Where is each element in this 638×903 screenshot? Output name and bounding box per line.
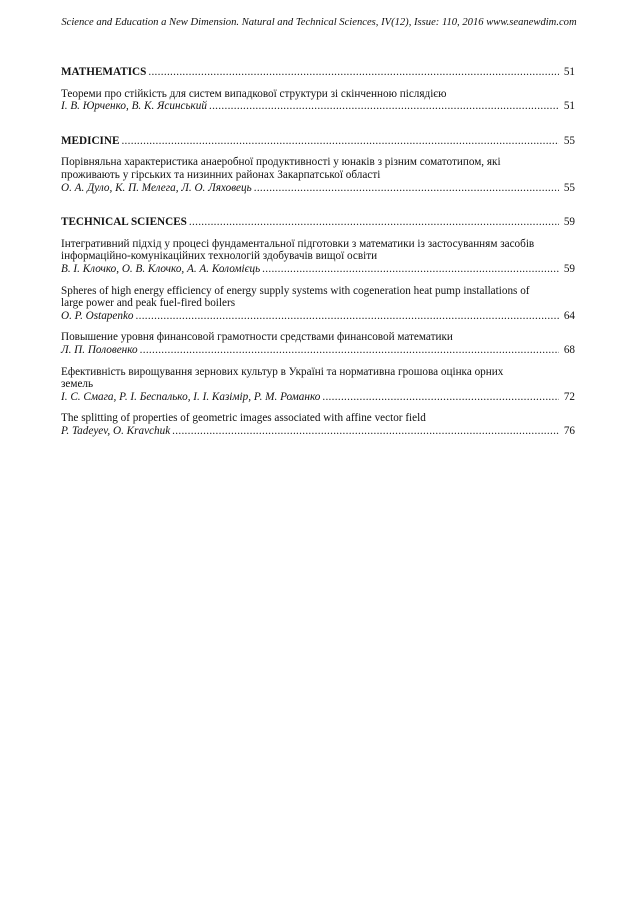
page-number: 55 — [563, 134, 575, 147]
toc-entry[interactable] — [61, 238, 575, 276]
leader-dots — [322, 391, 559, 404]
leader-dots — [121, 135, 559, 148]
toc-entry[interactable] — [61, 412, 575, 437]
section-heading[interactable] — [61, 216, 575, 229]
article-authors-line — [61, 182, 575, 195]
leader-dots — [189, 216, 559, 229]
toc-entry[interactable] — [61, 156, 575, 194]
article-title: Повышение уровня финансовой грамотности средствами финансовой математики — [61, 331, 453, 344]
toc-entry[interactable] — [61, 366, 575, 404]
leader-dots — [262, 263, 559, 276]
page-number: 64 — [563, 309, 575, 322]
leader-dots — [209, 100, 559, 113]
article-title-line-1: Порівняльна характеристика анаеробної продуктивності у юнаків з різним соматотипом, які — [61, 156, 501, 169]
page-number: 59 — [563, 262, 575, 275]
leader-dots — [172, 425, 559, 438]
page-number: 76 — [563, 424, 575, 437]
table-of-contents — [61, 66, 575, 446]
article-authors-line — [61, 425, 575, 438]
page-number: 55 — [563, 181, 575, 194]
article-title-line-1: Ефективність вирощування зернових культур в Україні та нормативна грошова оцінка орних — [61, 365, 504, 378]
article-title-line-2: large power and peak fuel-fired boilers — [61, 297, 236, 310]
leader-dots — [140, 344, 559, 357]
article-authors: О. А. Дуло, К. П. Мелега, Л. О. Ляховець — [61, 181, 252, 194]
running-header: Science and Education a New Dimension. Natural and Technical Sciences, IV(12), Issue: 110, 2016 www.seanewdim.com — [61, 17, 577, 28]
toc-entry[interactable] — [61, 285, 575, 323]
leader-dots — [136, 310, 559, 323]
article-authors: В. І. Клочко, О. В. Клочко, А. А. Коломієць — [61, 262, 261, 275]
toc-entry[interactable] — [61, 88, 575, 113]
article-title-line-2: інформаційно-комунікаційних технологій здобувачів вищої освіти — [61, 250, 378, 263]
page-number: 51 — [563, 100, 575, 113]
article-authors: P. Tadeyev, O. Kravchuk — [61, 424, 171, 437]
section-title: MATHEMATICS — [61, 66, 147, 78]
section-title: TECHNICAL SCIENCES — [61, 216, 187, 229]
section-title: MEDICINE — [61, 134, 120, 147]
article-title: The splitting of properties of geometric images associated with affine vector field — [61, 412, 426, 425]
article-authors-line — [61, 344, 575, 357]
article-authors: І. С. Смага, Р. І. Беспалько, І. І. Казімір, Р. М. Романко — [61, 390, 321, 403]
page-number: 59 — [563, 216, 575, 229]
toc-entry[interactable] — [61, 331, 575, 356]
article-title-line-2: проживають у гірських та низинних районах Закарпатської області — [61, 168, 381, 181]
article-authors: І. В. Юрченко, В. К. Ясинський — [61, 100, 207, 113]
page-number: 68 — [563, 343, 575, 356]
leader-dots — [254, 182, 559, 195]
toc-section-technical-sciences — [61, 216, 575, 229]
article-authors: O. P. Ostapenko — [61, 309, 134, 322]
article-title-line-1: Інтегративний підхід у процесі фундаментальної підготовки з математики із застосуванням засобів — [61, 237, 535, 250]
article-authors-line — [61, 100, 575, 113]
article-authors-line — [61, 391, 575, 404]
article-authors-line — [61, 263, 575, 276]
article-authors-line — [61, 310, 575, 323]
article-title: Теореми про стійкість для систем випадкової структури зі скінченною післядією — [61, 87, 447, 100]
leader-dots — [148, 66, 559, 79]
article-title-line-2: земель — [61, 378, 94, 391]
article-authors: Л. П. Половенко — [61, 343, 138, 356]
toc-section-medicine — [61, 135, 575, 148]
toc-section-mathematics — [61, 66, 575, 79]
page-number: 51 — [563, 66, 575, 78]
article-title-line-1: Spheres of high energy efficiency of energy supply systems with cogeneration heat pump installations of — [61, 284, 530, 297]
page-number: 72 — [563, 390, 575, 403]
section-heading[interactable] — [61, 66, 575, 79]
section-heading[interactable] — [61, 135, 575, 148]
